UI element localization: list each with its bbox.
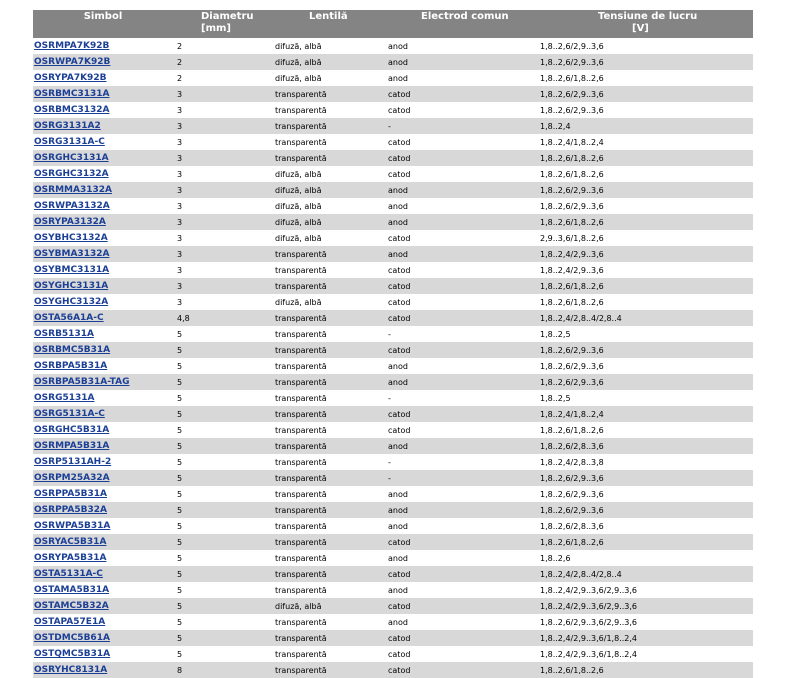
header-lentila — [271, 10, 386, 38]
product-link[interactable]: OSRYPA7K92B — [34, 73, 107, 83]
table-row — [33, 630, 753, 646]
product-link[interactable]: OSRGHC3132A — [34, 169, 109, 179]
table-row — [33, 326, 753, 342]
table-row — [33, 454, 753, 470]
cell-lentila: transparentă — [275, 249, 327, 259]
header-row — [33, 10, 753, 38]
led-table — [33, 10, 753, 678]
product-link[interactable]: OSRPPA5B31A — [34, 489, 108, 499]
cell-lentila: difuză, albă — [275, 233, 322, 243]
cell-diametru: 4,8 — [177, 313, 190, 323]
cell-lentila: difuză, albă — [275, 297, 322, 307]
table-row — [33, 502, 753, 518]
cell-lentila: transparentă — [275, 121, 327, 131]
cell-simbol — [33, 102, 173, 118]
header-electrod-label: Electrod comun — [421, 11, 509, 22]
cell-electrod: catod — [388, 169, 411, 179]
product-link[interactable]: OSYGHC3132A — [34, 297, 109, 307]
cell-electrod: anod — [388, 553, 408, 563]
cell-electrod: catod — [388, 665, 411, 675]
cell-simbol — [33, 230, 173, 246]
cell-diametru: 3 — [177, 249, 183, 259]
table-row — [33, 262, 753, 278]
cell-diametru: 2 — [177, 41, 183, 51]
cell-diametru: 5 — [177, 361, 183, 371]
cell-electrod: catod — [388, 153, 411, 163]
cell-simbol — [33, 486, 173, 502]
cell-electrod: catod — [388, 425, 411, 435]
table-row — [33, 662, 753, 678]
cell-tensiune: 1,8..2,4/1,8..2,4 — [540, 137, 604, 147]
cell-tensiune: 1,8..2,6/2,9..3,6 — [540, 185, 604, 195]
header-simbol — [33, 10, 173, 38]
cell-lentila: transparentă — [275, 649, 327, 659]
product-link[interactable]: OSRMPA7K92B — [34, 41, 110, 51]
cell-electrod: anod — [388, 41, 408, 51]
cell-diametru: 3 — [177, 89, 183, 99]
cell-diametru: 3 — [177, 105, 183, 115]
cell-lentila: transparentă — [275, 521, 327, 531]
cell-diametru: 5 — [177, 441, 183, 451]
cell-simbol — [33, 614, 173, 630]
cell-electrod: catod — [388, 601, 411, 611]
product-link[interactable]: OSRPPA5B32A — [34, 505, 108, 515]
product-link[interactable]: OSRG3131A2 — [34, 121, 101, 131]
cell-simbol — [33, 598, 173, 614]
cell-simbol — [33, 374, 173, 390]
table-row — [33, 486, 753, 502]
cell-diametru: 5 — [177, 553, 183, 563]
product-link[interactable]: OSRG5131A — [34, 393, 95, 403]
cell-electrod: catod — [388, 345, 411, 355]
cell-lentila: transparentă — [275, 153, 327, 163]
cell-simbol — [33, 150, 173, 166]
cell-tensiune: 1,8..2,4/2,8..3,8 — [540, 457, 604, 467]
cell-simbol — [33, 662, 173, 678]
cell-simbol — [33, 454, 173, 470]
cell-simbol — [33, 438, 173, 454]
product-link[interactable]: OSRYHC8131A — [34, 665, 108, 675]
cell-lentila: difuză, albă — [275, 41, 322, 51]
cell-tensiune: 1,8..2,4/1,8..2,4 — [540, 409, 604, 419]
cell-diametru: 5 — [177, 505, 183, 515]
table-row — [33, 214, 753, 230]
cell-diametru: 5 — [177, 537, 183, 547]
cell-lentila: transparentă — [275, 665, 327, 675]
product-link[interactable]: OSRGHC3131A — [34, 153, 109, 163]
table-row — [33, 118, 753, 134]
cell-electrod: anod — [388, 249, 408, 259]
cell-lentila: transparentă — [275, 441, 327, 451]
cell-tensiune: 1,8..2,4/2,9..3,6/2,9..3,6 — [540, 601, 637, 611]
product-link[interactable]: OSTAMA5B31A — [34, 585, 110, 595]
cell-lentila: transparentă — [275, 425, 327, 435]
product-link[interactable]: OSYBMA3132A — [34, 249, 110, 259]
cell-lentila: transparentă — [275, 585, 327, 595]
cell-simbol — [33, 262, 173, 278]
cell-tensiune: 1,8..2,6/2,9..3,6 — [540, 505, 604, 515]
table-row — [33, 150, 753, 166]
cell-diametru: 3 — [177, 153, 183, 163]
led-table-container — [33, 10, 753, 678]
cell-simbol — [33, 54, 173, 70]
product-link[interactable]: OSRP5131AH-2 — [34, 457, 112, 467]
cell-tensiune: 1,8..2,6/1,8..2,6 — [540, 153, 604, 163]
table-row — [33, 54, 753, 70]
product-link[interactable]: OSTQMC5B31A — [34, 649, 111, 659]
table-row — [33, 470, 753, 486]
cell-electrod: anod — [388, 361, 408, 371]
cell-diametru: 3 — [177, 201, 183, 211]
table-row — [33, 566, 753, 582]
cell-diametru: 3 — [177, 265, 183, 275]
cell-diametru: 5 — [177, 569, 183, 579]
cell-simbol — [33, 70, 173, 86]
cell-tensiune: 1,8..2,6/1,8..2,6 — [540, 297, 604, 307]
cell-diametru: 3 — [177, 281, 183, 291]
table-row — [33, 358, 753, 374]
product-link[interactable]: OSRBPA5B31A-TAG — [34, 377, 130, 387]
cell-diametru: 5 — [177, 633, 183, 643]
cell-simbol — [33, 566, 173, 582]
cell-diametru: 5 — [177, 409, 183, 419]
cell-lentila: transparentă — [275, 313, 327, 323]
cell-electrod: catod — [388, 233, 411, 243]
table-header — [33, 10, 753, 38]
cell-tensiune: 1,8..2,6/2,9..3,6 — [540, 89, 604, 99]
header-diametru-unit: [mm] — [201, 23, 231, 34]
cell-electrod: anod — [388, 441, 408, 451]
cell-tensiune: 2,9..3,6/1,8..2,6 — [540, 233, 604, 243]
cell-electrod: anod — [388, 617, 408, 627]
cell-lentila: transparentă — [275, 457, 327, 467]
cell-electrod: catod — [388, 569, 411, 579]
cell-electrod: anod — [388, 505, 408, 515]
cell-electrod: catod — [388, 265, 411, 275]
cell-electrod: - — [388, 393, 391, 403]
cell-lentila: difuză, albă — [275, 201, 322, 211]
cell-electrod: catod — [388, 281, 411, 291]
table-row — [33, 374, 753, 390]
cell-diametru: 5 — [177, 473, 183, 483]
product-link[interactable]: OSRB5131A — [34, 329, 94, 339]
cell-diametru: 5 — [177, 649, 183, 659]
cell-diametru: 2 — [177, 57, 183, 67]
cell-electrod: catod — [388, 649, 411, 659]
cell-simbol — [33, 630, 173, 646]
table-row — [33, 246, 753, 262]
table-row — [33, 166, 753, 182]
cell-electrod: anod — [388, 73, 408, 83]
cell-lentila: transparentă — [275, 265, 327, 275]
product-link[interactable]: OSYBHC3132A — [34, 233, 108, 243]
header-lentila-label: Lentilă — [309, 11, 348, 22]
table-row — [33, 70, 753, 86]
table-row — [33, 102, 753, 118]
table-row — [33, 390, 753, 406]
cell-diametru: 3 — [177, 169, 183, 179]
cell-tensiune: 1,8..2,6/1,8..2,6 — [540, 73, 604, 83]
cell-electrod: catod — [388, 89, 411, 99]
cell-tensiune: 1,8..2,6/1,8..2,6 — [540, 217, 604, 227]
cell-simbol — [33, 166, 173, 182]
cell-simbol — [33, 502, 173, 518]
cell-lentila: transparentă — [275, 377, 327, 387]
cell-tensiune: 1,8..2,6/2,9..3,6 — [540, 377, 604, 387]
product-link[interactable]: OSRYAC5B31A — [34, 537, 107, 547]
table-body — [33, 38, 753, 678]
product-link[interactable]: OSRYPA5B31A — [34, 553, 107, 563]
cell-tensiune: 1,8..2,5 — [540, 329, 571, 339]
cell-lentila: transparentă — [275, 281, 327, 291]
cell-lentila: transparentă — [275, 617, 327, 627]
table-row — [33, 438, 753, 454]
cell-tensiune: 1,8..2,6/2,9..3,6 — [540, 201, 604, 211]
table-row — [33, 550, 753, 566]
cell-simbol — [33, 470, 173, 486]
product-link[interactable]: OSYGHC3131A — [34, 281, 109, 291]
cell-simbol — [33, 582, 173, 598]
cell-electrod: catod — [388, 409, 411, 419]
cell-diametru: 3 — [177, 217, 183, 227]
cell-simbol — [33, 214, 173, 230]
table-row — [33, 534, 753, 550]
cell-diametru: 8 — [177, 665, 183, 675]
cell-lentila: transparentă — [275, 105, 327, 115]
cell-tensiune: 1,8..2,4/2,9..3,6 — [540, 249, 604, 259]
cell-simbol — [33, 86, 173, 102]
product-link[interactable]: OSRBMC5B31A — [34, 345, 111, 355]
cell-tensiune: 1,8..2,6/1,8..2,6 — [540, 537, 604, 547]
cell-simbol — [33, 518, 173, 534]
cell-simbol — [33, 246, 173, 262]
cell-tensiune: 1,8..2,4/2,8..4/2,8..4 — [540, 569, 622, 579]
table-row — [33, 86, 753, 102]
cell-tensiune: 1,8..2,4/2,9..3,6 — [540, 265, 604, 275]
product-link[interactable]: OSYBMC3131A — [34, 265, 110, 275]
cell-electrod: anod — [388, 201, 408, 211]
table-row — [33, 598, 753, 614]
cell-electrod: anod — [388, 521, 408, 531]
cell-tensiune: 1,8..2,6/1,8..2,6 — [540, 281, 604, 291]
cell-tensiune: 1,8..2,6/1,8..2,6 — [540, 169, 604, 179]
cell-lentila: transparentă — [275, 345, 327, 355]
cell-tensiune: 1,8..2,6/2,9..3,6 — [540, 473, 604, 483]
header-tensiune — [538, 10, 753, 38]
table-row — [33, 422, 753, 438]
cell-lentila: transparentă — [275, 553, 327, 563]
cell-lentila: difuză, albă — [275, 73, 322, 83]
cell-simbol — [33, 406, 173, 422]
table-row — [33, 342, 753, 358]
cell-electrod: anod — [388, 57, 408, 67]
cell-tensiune: 1,8..2,6/2,9..3,6 — [540, 41, 604, 51]
cell-lentila: transparentă — [275, 569, 327, 579]
cell-electrod: catod — [388, 105, 411, 115]
cell-simbol — [33, 358, 173, 374]
cell-lentila: difuză, albă — [275, 217, 322, 227]
product-link[interactable]: OSRG5131A-C — [34, 409, 105, 419]
cell-lentila: transparentă — [275, 409, 327, 419]
cell-tensiune: 1,8..2,6/2,8..3,6 — [540, 441, 604, 451]
cell-tensiune: 1,8..2,4/2,9..3,6/1,8..2,4 — [540, 633, 637, 643]
cell-electrod: anod — [388, 489, 408, 499]
cell-lentila: difuză, albă — [275, 169, 322, 179]
header-electrod — [386, 10, 538, 38]
cell-diametru: 3 — [177, 121, 183, 131]
product-link[interactable]: OSRBMC3132A — [34, 105, 110, 115]
cell-simbol — [33, 134, 173, 150]
cell-tensiune: 1,8..2,6/1,8..2,6 — [540, 425, 604, 435]
table-row — [33, 646, 753, 662]
product-link[interactable]: OSRWPA5B31A — [34, 521, 111, 531]
cell-electrod: - — [388, 473, 391, 483]
product-link[interactable]: OSTAPA57E1A — [34, 617, 106, 627]
cell-lentila: transparentă — [275, 633, 327, 643]
cell-simbol — [33, 198, 173, 214]
cell-diametru: 5 — [177, 345, 183, 355]
header-tensiune-label: Tensiune de lucru — [598, 11, 698, 22]
cell-tensiune: 1,8..2,4 — [540, 121, 571, 131]
cell-simbol — [33, 310, 173, 326]
cell-electrod: anod — [388, 377, 408, 387]
header-diametru-label: Diametru — [201, 11, 254, 22]
cell-tensiune: 1,8..2,6/2,9..3,6 — [540, 345, 604, 355]
cell-lentila: transparentă — [275, 393, 327, 403]
cell-tensiune: 1,8..2,4/2,9..3,6/2,9..3,6 — [540, 585, 637, 595]
cell-diametru: 5 — [177, 601, 183, 611]
product-link[interactable]: OSRPM25A32A — [34, 473, 110, 483]
cell-lentila: transparentă — [275, 361, 327, 371]
cell-tensiune: 1,8..2,6/2,9..3,6/2,9..3,6 — [540, 617, 637, 627]
cell-diametru: 5 — [177, 377, 183, 387]
cell-lentila: transparentă — [275, 137, 327, 147]
cell-lentila: difuză, albă — [275, 57, 322, 67]
cell-simbol — [33, 182, 173, 198]
cell-tensiune: 1,8..2,6 — [540, 553, 571, 563]
cell-electrod: - — [388, 329, 391, 339]
product-link[interactable]: OSRMMA3132A — [34, 185, 112, 195]
header-tensiune-unit: [V] — [632, 23, 649, 34]
cell-diametru: 3 — [177, 185, 183, 195]
table-row — [33, 294, 753, 310]
product-link[interactable]: OSTA56A1A-C — [34, 313, 104, 323]
header-diametru — [173, 10, 271, 38]
table-row — [33, 134, 753, 150]
cell-lentila: transparentă — [275, 473, 327, 483]
cell-electrod: catod — [388, 313, 411, 323]
table-row — [33, 230, 753, 246]
cell-electrod: anod — [388, 585, 408, 595]
cell-electrod: catod — [388, 633, 411, 643]
cell-simbol — [33, 550, 173, 566]
cell-tensiune: 1,8..2,6/2,9..3,6 — [540, 361, 604, 371]
cell-diametru: 3 — [177, 297, 183, 307]
cell-electrod: catod — [388, 137, 411, 147]
product-link[interactable]: OSRYPA3132A — [34, 217, 106, 227]
cell-tensiune: 1,8..2,6/2,9..3,6 — [540, 105, 604, 115]
cell-lentila: transparentă — [275, 489, 327, 499]
table-row — [33, 278, 753, 294]
cell-lentila: difuză, albă — [275, 185, 322, 195]
table-row — [33, 518, 753, 534]
product-link[interactable]: OSRGHC5B31A — [34, 425, 110, 435]
cell-diametru: 5 — [177, 425, 183, 435]
cell-electrod: - — [388, 457, 391, 467]
product-link[interactable]: OSRMPA5B31A — [34, 441, 110, 451]
table-row — [33, 310, 753, 326]
cell-tensiune: 1,8..2,4/2,9..3,6/1,8..2,4 — [540, 649, 637, 659]
cell-simbol — [33, 118, 173, 134]
cell-simbol — [33, 294, 173, 310]
table-row — [33, 582, 753, 598]
product-link[interactable]: OSRBPA5B31A — [34, 361, 108, 371]
product-link[interactable]: OSTAMC5B32A — [34, 601, 109, 611]
cell-simbol — [33, 646, 173, 662]
product-link[interactable]: OSTA5131A-C — [34, 569, 103, 579]
cell-diametru: 5 — [177, 617, 183, 627]
cell-simbol — [33, 422, 173, 438]
cell-diametru: 5 — [177, 585, 183, 595]
table-row — [33, 406, 753, 422]
cell-lentila: difuză, albă — [275, 601, 322, 611]
cell-diametru: 2 — [177, 73, 183, 83]
cell-diametru: 5 — [177, 521, 183, 531]
cell-lentila: transparentă — [275, 537, 327, 547]
cell-tensiune: 1,8..2,6/2,9..3,6 — [540, 489, 604, 499]
cell-tensiune: 1,8..2,4/2,8..4/2,8..4 — [540, 313, 622, 323]
cell-electrod: - — [388, 121, 391, 131]
cell-lentila: transparentă — [275, 329, 327, 339]
cell-tensiune: 1,8..2,5 — [540, 393, 571, 403]
cell-electrod: anod — [388, 185, 408, 195]
cell-tensiune: 1,8..2,6/2,8..3,6 — [540, 521, 604, 531]
cell-electrod: catod — [388, 537, 411, 547]
product-link[interactable]: OSRWPA3132A — [34, 201, 110, 211]
product-link[interactable]: OSTDMC5B61A — [34, 633, 110, 643]
cell-tensiune: 1,8..2,6/2,9..3,6 — [540, 57, 604, 67]
cell-diametru: 5 — [177, 329, 183, 339]
product-link[interactable]: OSRG3131A-C — [34, 137, 105, 147]
cell-simbol — [33, 534, 173, 550]
cell-simbol — [33, 326, 173, 342]
cell-electrod: anod — [388, 217, 408, 227]
table-row — [33, 614, 753, 630]
cell-tensiune: 1,8..2,6/1,8..2,6 — [540, 665, 604, 675]
cell-diametru: 5 — [177, 393, 183, 403]
cell-simbol — [33, 342, 173, 358]
cell-diametru: 3 — [177, 233, 183, 243]
product-link[interactable]: OSRWPA7K92B — [34, 57, 111, 67]
table-row — [33, 38, 753, 54]
product-link[interactable]: OSRBMC3131A — [34, 89, 110, 99]
cell-diametru: 5 — [177, 457, 183, 467]
cell-diametru: 5 — [177, 489, 183, 499]
table-row — [33, 182, 753, 198]
header-simbol-label: Simbol — [83, 11, 123, 22]
cell-simbol — [33, 38, 173, 54]
cell-lentila: transparentă — [275, 89, 327, 99]
cell-simbol — [33, 278, 173, 294]
cell-lentila: transparentă — [275, 505, 327, 515]
cell-diametru: 3 — [177, 137, 183, 147]
cell-electrod: catod — [388, 297, 411, 307]
table-row — [33, 198, 753, 214]
cell-simbol — [33, 390, 173, 406]
